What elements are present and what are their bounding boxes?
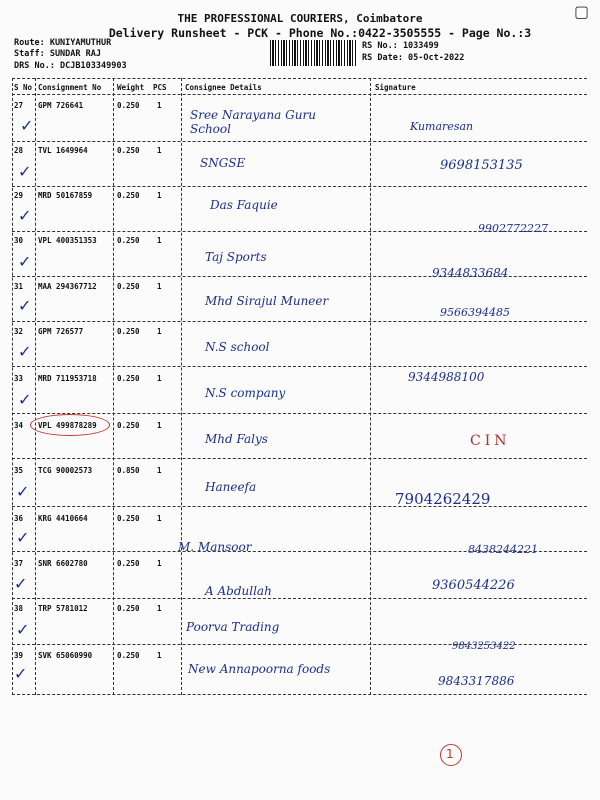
row-pcs: 1 xyxy=(157,236,162,245)
row-sno: 31 xyxy=(14,282,24,291)
row-weight: 0.850 xyxy=(117,466,140,475)
rs-date: RS Date: 05-Oct-2022 xyxy=(362,53,465,63)
row-sno: 32 xyxy=(14,327,24,336)
row-consignee: Poorva Trading xyxy=(186,620,280,634)
row-phone: 9843253422 xyxy=(452,641,516,652)
row-weight: 0.250 xyxy=(117,327,140,336)
row-weight: 0.250 xyxy=(117,604,140,613)
header-consignee: Consignee Details xyxy=(185,83,262,92)
row-rule xyxy=(12,598,587,599)
page-mark: 1 xyxy=(446,747,454,761)
row-weight: 0.250 xyxy=(117,146,140,155)
row-consignment: GPM 726641 xyxy=(38,101,84,110)
row-consignment: SNR 6602780 xyxy=(38,559,88,568)
row-phone: 8438244221 xyxy=(468,543,538,556)
row-sno: 39 xyxy=(14,651,24,660)
row-phone: 9902772227 xyxy=(478,222,548,235)
col-divider xyxy=(35,78,36,695)
header-signature: Signature xyxy=(375,83,416,92)
row-pcs: 1 xyxy=(157,191,162,200)
row-consignee: Mhd Falys xyxy=(205,432,268,446)
row-sno: 33 xyxy=(14,374,24,383)
rs-number: RS No.: 1033499 xyxy=(362,41,439,51)
row-phone: 9698153135 xyxy=(440,158,523,173)
header-weight: Weight xyxy=(117,83,145,92)
row-consignment: MRD 50167859 xyxy=(38,191,93,200)
highlight-circle xyxy=(30,414,110,436)
row-phone: 9843317886 xyxy=(438,674,515,688)
header-pcs: PCS xyxy=(153,83,167,92)
row-pcs: 1 xyxy=(157,514,162,523)
row-signature: CIN xyxy=(470,433,511,449)
row-consignee: N.S school xyxy=(205,340,270,354)
row-consignment: GPM 726577 xyxy=(38,327,84,336)
check-mark-icon: ✓ xyxy=(14,664,28,683)
row-sno: 35 xyxy=(14,466,24,475)
check-mark-icon: ✓ xyxy=(14,574,28,593)
row-consignment: MRD 711953718 xyxy=(38,374,97,383)
row-consignee: SNGSE xyxy=(200,156,246,170)
row-consignment: VPL 499878289 xyxy=(38,421,97,430)
row-pcs: 1 xyxy=(157,604,162,613)
row-rule xyxy=(12,186,587,187)
row-consignee: A Abdullah xyxy=(205,584,272,598)
row-signature: Kumaresan xyxy=(410,120,474,133)
row-sno: 28 xyxy=(14,146,24,155)
corner-mark-icon: ▢ xyxy=(574,2,590,21)
row-pcs: 1 xyxy=(157,421,162,430)
row-rule xyxy=(12,506,587,507)
check-mark-icon: ✓ xyxy=(16,528,30,547)
row-sno: 37 xyxy=(14,559,24,568)
col-divider xyxy=(181,78,182,695)
row-consignee: Mhd Sirajul Muneer xyxy=(205,294,329,308)
check-mark-icon: ✓ xyxy=(18,296,32,315)
row-pcs: 1 xyxy=(157,651,162,660)
row-consignee: N.S company xyxy=(205,386,286,400)
row-pcs: 1 xyxy=(157,466,162,475)
row-weight: 0.250 xyxy=(117,559,140,568)
check-mark-icon: ✓ xyxy=(16,482,30,501)
row-sno: 27 xyxy=(14,101,24,110)
row-weight: 0.250 xyxy=(117,101,140,110)
staff: Staff: SUNDAR RAJ xyxy=(14,49,101,59)
check-mark-icon: ✓ xyxy=(18,162,32,181)
col-divider xyxy=(113,78,114,695)
row-consignment: SVK 65060990 xyxy=(38,651,93,660)
row-consignee: Haneefa xyxy=(205,480,257,494)
row-consignee: New Annapoorna foods xyxy=(188,662,331,676)
row-weight: 0.250 xyxy=(117,236,140,245)
row-weight: 0.250 xyxy=(117,514,140,523)
row-sno: 38 xyxy=(14,604,24,613)
row-consignee: Das Faquie xyxy=(210,198,278,212)
row-rule xyxy=(12,366,587,367)
row-rule xyxy=(12,694,587,695)
row-pcs: 1 xyxy=(157,374,162,383)
row-weight: 0.250 xyxy=(117,374,140,383)
header-rule xyxy=(12,94,587,95)
row-phone: 9360544226 xyxy=(432,578,515,593)
row-weight: 0.250 xyxy=(117,282,140,291)
row-pcs: 1 xyxy=(157,146,162,155)
row-consignment: TVL 1649964 xyxy=(38,146,88,155)
col-divider xyxy=(12,78,13,695)
row-sno: 34 xyxy=(14,421,24,430)
row-consignment: KRG 4410664 xyxy=(38,514,88,523)
check-mark-icon: ✓ xyxy=(16,620,30,639)
row-phone: 9344988100 xyxy=(408,370,485,384)
row-consignee: M. Mansoor xyxy=(178,540,252,554)
row-pcs: 1 xyxy=(157,327,162,336)
row-rule xyxy=(12,321,587,322)
row-consignment: TCG 90002573 xyxy=(38,466,93,475)
row-weight: 0.250 xyxy=(117,191,140,200)
check-mark-icon: ✓ xyxy=(20,116,34,135)
drs-number: DRS No.: DCJB103349903 xyxy=(14,61,127,71)
row-weight: 0.250 xyxy=(117,421,140,430)
check-mark-icon: ✓ xyxy=(18,206,32,225)
barcode xyxy=(270,40,358,66)
route: Route: KUNIYAMUTHUR xyxy=(14,38,112,48)
row-consignment: MAA 294367712 xyxy=(38,282,97,291)
document-title: THE PROFESSIONAL COURIERS, Coimbatore xyxy=(177,12,423,25)
row-pcs: 1 xyxy=(157,282,162,291)
header-consignment: Consignment No xyxy=(38,83,102,92)
document-subtitle: Delivery Runsheet - PCK - Phone No.:0422-3505555 - Page No.:3 xyxy=(108,26,532,40)
row-phone: 9566394485 xyxy=(440,306,510,319)
row-rule xyxy=(12,141,587,142)
row-sno: 30 xyxy=(14,236,24,245)
row-weight: 0.250 xyxy=(117,651,140,660)
check-mark-icon: ✓ xyxy=(18,342,32,361)
row-pcs: 1 xyxy=(157,101,162,110)
row-pcs: 1 xyxy=(157,559,162,568)
check-mark-icon: ✓ xyxy=(18,390,32,409)
row-rule xyxy=(12,458,587,459)
row-phone: 7904262429 xyxy=(395,490,491,508)
row-sno: 36 xyxy=(14,514,24,523)
table-top-rule xyxy=(12,78,587,79)
check-mark-icon: ✓ xyxy=(18,252,32,271)
row-rule xyxy=(12,413,587,414)
row-consignee: Taj Sports xyxy=(205,250,267,264)
header-sno: S No xyxy=(14,83,33,92)
row-sno: 29 xyxy=(14,191,24,200)
col-divider xyxy=(370,78,371,695)
row-consignment: VPL 400351353 xyxy=(38,236,97,245)
row-consignee: Sree Narayana Guru School xyxy=(190,108,316,136)
row-phone: 9344833684 xyxy=(432,266,509,280)
row-consignment: TRP 5781012 xyxy=(38,604,88,613)
